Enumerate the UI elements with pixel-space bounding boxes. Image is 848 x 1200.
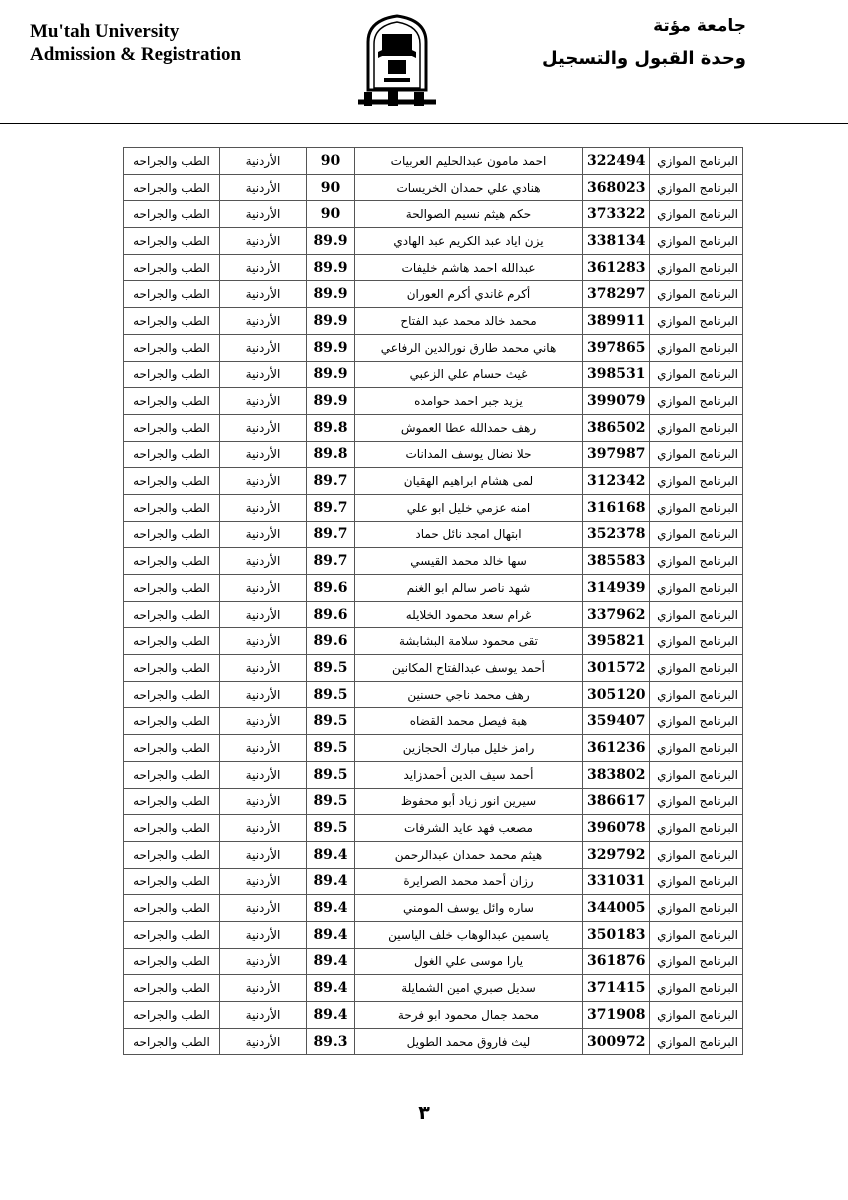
student-name-cell: أحمد يوسف عبدالفتاح المكانين bbox=[355, 655, 583, 682]
nationality-cell: الأردنية bbox=[220, 708, 307, 735]
average-cell: 89.7 bbox=[307, 548, 355, 575]
nationality-cell: الأردنية bbox=[220, 361, 307, 388]
table-row bbox=[124, 334, 743, 361]
table-row bbox=[124, 681, 743, 708]
nationality-cell: الأردنية bbox=[220, 761, 307, 788]
faculty-cell: الطب والجراحه bbox=[124, 334, 220, 361]
average-cell: 89.5 bbox=[307, 815, 355, 842]
student-id-cell: 397865 bbox=[583, 334, 650, 361]
table-row bbox=[124, 921, 743, 948]
faculty-cell: الطب والجراحه bbox=[124, 174, 220, 201]
student-name-cell: رزان أحمد محمد الصرايرة bbox=[355, 868, 583, 895]
faculty-cell: الطب والجراحه bbox=[124, 1028, 220, 1055]
nationality-cell: الأردنية bbox=[220, 948, 307, 975]
student-id-cell: 385583 bbox=[583, 548, 650, 575]
student-name-cell: مصعب فهد عايد الشرفات bbox=[355, 815, 583, 842]
average-cell: 89.6 bbox=[307, 628, 355, 655]
average-cell: 89.5 bbox=[307, 735, 355, 762]
table-row bbox=[124, 708, 743, 735]
nationality-cell: الأردنية bbox=[220, 681, 307, 708]
header-english bbox=[30, 20, 241, 66]
program-cell: البرنامج الموازي bbox=[650, 548, 743, 575]
program-cell: البرنامج الموازي bbox=[650, 281, 743, 308]
average-cell: 89.9 bbox=[307, 334, 355, 361]
average-cell: 89.8 bbox=[307, 441, 355, 468]
program-cell: البرنامج الموازي bbox=[650, 921, 743, 948]
student-name-cell: لمى هشام ابراهيم الهقيان bbox=[355, 468, 583, 495]
student-name-cell: يارا موسى علي الغول bbox=[355, 948, 583, 975]
table-row bbox=[124, 1002, 743, 1029]
table-row bbox=[124, 548, 743, 575]
faculty-cell: الطب والجراحه bbox=[124, 228, 220, 255]
program-cell: البرنامج الموازي bbox=[650, 388, 743, 415]
average-cell: 89.9 bbox=[307, 361, 355, 388]
student-name-cell: سديل صبري امين الشمايلة bbox=[355, 975, 583, 1002]
average-cell: 89.5 bbox=[307, 655, 355, 682]
nationality-cell: الأردنية bbox=[220, 841, 307, 868]
student-id-cell: 359407 bbox=[583, 708, 650, 735]
average-cell: 89.7 bbox=[307, 494, 355, 521]
student-id-cell: 352378 bbox=[583, 521, 650, 548]
program-cell: البرنامج الموازي bbox=[650, 841, 743, 868]
header-divider bbox=[0, 123, 848, 124]
nationality-cell: الأردنية bbox=[220, 414, 307, 441]
student-id-cell: 389911 bbox=[583, 308, 650, 335]
nationality-cell: الأردنية bbox=[220, 815, 307, 842]
table-row bbox=[124, 788, 743, 815]
student-id-cell: 329792 bbox=[583, 841, 650, 868]
student-id-cell: 316168 bbox=[583, 494, 650, 521]
program-cell: البرنامج الموازي bbox=[650, 601, 743, 628]
student-id-cell: 337962 bbox=[583, 601, 650, 628]
table-row bbox=[124, 361, 743, 388]
table-row bbox=[124, 414, 743, 441]
faculty-cell: الطب والجراحه bbox=[124, 735, 220, 762]
table-row bbox=[124, 174, 743, 201]
program-cell: البرنامج الموازي bbox=[650, 1002, 743, 1029]
student-id-cell: 305120 bbox=[583, 681, 650, 708]
student-name-cell: حكم هيثم نسيم الصوالحة bbox=[355, 201, 583, 228]
nationality-cell: الأردنية bbox=[220, 254, 307, 281]
table-row bbox=[124, 601, 743, 628]
faculty-cell: الطب والجراحه bbox=[124, 708, 220, 735]
table-row bbox=[124, 148, 743, 175]
nationality-cell: الأردنية bbox=[220, 921, 307, 948]
student-name-cell: محمد جمال محمود ابو فرحة bbox=[355, 1002, 583, 1029]
program-cell: البرنامج الموازي bbox=[650, 895, 743, 922]
table-row bbox=[124, 494, 743, 521]
student-id-cell: 361236 bbox=[583, 735, 650, 762]
table-row bbox=[124, 388, 743, 415]
table-row bbox=[124, 468, 743, 495]
faculty-cell: الطب والجراحه bbox=[124, 441, 220, 468]
average-cell: 89.5 bbox=[307, 708, 355, 735]
student-id-cell: 397987 bbox=[583, 441, 650, 468]
table-row bbox=[124, 1028, 743, 1055]
nationality-cell: الأردنية bbox=[220, 388, 307, 415]
faculty-cell: الطب والجراحه bbox=[124, 681, 220, 708]
university-logo-icon bbox=[354, 12, 440, 110]
program-cell: البرنامج الموازي bbox=[650, 1028, 743, 1055]
faculty-cell: الطب والجراحه bbox=[124, 388, 220, 415]
table-row bbox=[124, 441, 743, 468]
faculty-cell: الطب والجراحه bbox=[124, 601, 220, 628]
program-cell: البرنامج الموازي bbox=[650, 361, 743, 388]
faculty-cell: الطب والجراحه bbox=[124, 975, 220, 1002]
table-row bbox=[124, 868, 743, 895]
average-cell: 89.7 bbox=[307, 521, 355, 548]
average-cell: 89.8 bbox=[307, 414, 355, 441]
average-cell: 89.4 bbox=[307, 841, 355, 868]
nationality-cell: الأردنية bbox=[220, 895, 307, 922]
student-name-cell: يزن اياد عبد الكريم عبد الهادي bbox=[355, 228, 583, 255]
faculty-cell: الطب والجراحه bbox=[124, 948, 220, 975]
nationality-cell: الأردنية bbox=[220, 334, 307, 361]
program-cell: البرنامج الموازي bbox=[650, 441, 743, 468]
program-cell: البرنامج الموازي bbox=[650, 868, 743, 895]
program-cell: البرنامج الموازي bbox=[650, 681, 743, 708]
nationality-cell: الأردنية bbox=[220, 468, 307, 495]
student-name-cell: يزيد جبر احمد حوامده bbox=[355, 388, 583, 415]
nationality-cell: الأردنية bbox=[220, 228, 307, 255]
average-cell: 90 bbox=[307, 174, 355, 201]
table-row bbox=[124, 228, 743, 255]
average-cell: 89.5 bbox=[307, 761, 355, 788]
student-id-cell: 301572 bbox=[583, 655, 650, 682]
table-row bbox=[124, 948, 743, 975]
program-cell: البرنامج الموازي bbox=[650, 254, 743, 281]
program-cell: البرنامج الموازي bbox=[650, 655, 743, 682]
faculty-cell: الطب والجراحه bbox=[124, 895, 220, 922]
average-cell: 89.6 bbox=[307, 601, 355, 628]
average-cell: 89.9 bbox=[307, 388, 355, 415]
student-name-cell: رهف محمد ناجي حسنين bbox=[355, 681, 583, 708]
student-name-cell: رامز خليل مبارك الحجازين bbox=[355, 735, 583, 762]
program-cell: البرنامج الموازي bbox=[650, 815, 743, 842]
average-cell: 89.9 bbox=[307, 308, 355, 335]
student-id-cell: 322494 bbox=[583, 148, 650, 175]
student-name-cell: هنادي علي حمدان الخريسات bbox=[355, 174, 583, 201]
table-row bbox=[124, 521, 743, 548]
student-id-cell: 383802 bbox=[583, 761, 650, 788]
program-cell: البرنامج الموازي bbox=[650, 334, 743, 361]
student-id-cell: 331031 bbox=[583, 868, 650, 895]
university-name-en: Mu'tah University bbox=[30, 21, 180, 42]
faculty-cell: الطب والجراحه bbox=[124, 521, 220, 548]
student-name-cell: امنه عزمي خليل ابو علي bbox=[355, 494, 583, 521]
student-id-cell: 314939 bbox=[583, 575, 650, 602]
average-cell: 89.6 bbox=[307, 575, 355, 602]
table-row bbox=[124, 975, 743, 1002]
program-cell: البرنامج الموازي bbox=[650, 575, 743, 602]
student-name-cell: محمد خالد محمد عبد الفتاح bbox=[355, 308, 583, 335]
student-id-cell: 338134 bbox=[583, 228, 650, 255]
student-id-cell: 396078 bbox=[583, 815, 650, 842]
faculty-cell: الطب والجراحه bbox=[124, 414, 220, 441]
average-cell: 89.3 bbox=[307, 1028, 355, 1055]
table-row bbox=[124, 815, 743, 842]
average-cell: 89.5 bbox=[307, 788, 355, 815]
program-cell: البرنامج الموازي bbox=[650, 788, 743, 815]
admission-results-table bbox=[123, 147, 743, 1055]
nationality-cell: الأردنية bbox=[220, 628, 307, 655]
faculty-cell: الطب والجراحه bbox=[124, 788, 220, 815]
faculty-cell: الطب والجراحه bbox=[124, 148, 220, 175]
student-id-cell: 378297 bbox=[583, 281, 650, 308]
faculty-cell: الطب والجراحه bbox=[124, 575, 220, 602]
program-cell: البرنامج الموازي bbox=[650, 735, 743, 762]
student-name-cell: حلا نضال يوسف المدانات bbox=[355, 441, 583, 468]
header-arabic bbox=[542, 16, 746, 69]
student-id-cell: 361283 bbox=[583, 254, 650, 281]
program-cell: البرنامج الموازي bbox=[650, 201, 743, 228]
nationality-cell: الأردنية bbox=[220, 494, 307, 521]
nationality-cell: الأردنية bbox=[220, 575, 307, 602]
program-cell: البرنامج الموازي bbox=[650, 628, 743, 655]
student-id-cell: 361876 bbox=[583, 948, 650, 975]
nationality-cell: الأردنية bbox=[220, 201, 307, 228]
student-name-cell: هبة فيصل محمد القضاه bbox=[355, 708, 583, 735]
student-name-cell: شهد ناصر سالم ابو الغنم bbox=[355, 575, 583, 602]
program-cell: البرنامج الموازي bbox=[650, 521, 743, 548]
nationality-cell: الأردنية bbox=[220, 1002, 307, 1029]
faculty-cell: الطب والجراحه bbox=[124, 548, 220, 575]
student-name-cell: رهف حمدالله عطا العموش bbox=[355, 414, 583, 441]
nationality-cell: الأردنية bbox=[220, 174, 307, 201]
faculty-cell: الطب والجراحه bbox=[124, 361, 220, 388]
table-row bbox=[124, 575, 743, 602]
average-cell: 89.4 bbox=[307, 1002, 355, 1029]
average-cell: 90 bbox=[307, 201, 355, 228]
average-cell: 89.4 bbox=[307, 975, 355, 1002]
average-cell: 89.9 bbox=[307, 254, 355, 281]
faculty-cell: الطب والجراحه bbox=[124, 201, 220, 228]
faculty-cell: الطب والجراحه bbox=[124, 281, 220, 308]
average-cell: 89.4 bbox=[307, 921, 355, 948]
table-row bbox=[124, 735, 743, 762]
student-id-cell: 350183 bbox=[583, 921, 650, 948]
table-body bbox=[124, 148, 743, 1055]
student-name-cell: غرام سعد محمود الخلايله bbox=[355, 601, 583, 628]
student-name-cell: أحمد سيف الدين أحمدزايد bbox=[355, 761, 583, 788]
faculty-cell: الطب والجراحه bbox=[124, 815, 220, 842]
program-cell: البرنامج الموازي bbox=[650, 468, 743, 495]
student-id-cell: 395821 bbox=[583, 628, 650, 655]
average-cell: 89.9 bbox=[307, 228, 355, 255]
nationality-cell: الأردنية bbox=[220, 975, 307, 1002]
student-name-cell: سها خالد محمد القيسي bbox=[355, 548, 583, 575]
nationality-cell: الأردنية bbox=[220, 788, 307, 815]
student-name-cell: تقى محمود سلامة البشابشة bbox=[355, 628, 583, 655]
nationality-cell: الأردنية bbox=[220, 281, 307, 308]
average-cell: 89.9 bbox=[307, 281, 355, 308]
table-row bbox=[124, 761, 743, 788]
program-cell: البرنامج الموازي bbox=[650, 174, 743, 201]
page-number: ٣ bbox=[418, 1102, 430, 1124]
table-row bbox=[124, 281, 743, 308]
nationality-cell: الأردنية bbox=[220, 308, 307, 335]
student-id-cell: 399079 bbox=[583, 388, 650, 415]
faculty-cell: الطب والجراحه bbox=[124, 841, 220, 868]
nationality-cell: الأردنية bbox=[220, 1028, 307, 1055]
student-id-cell: 398531 bbox=[583, 361, 650, 388]
student-name-cell: هاني محمد طارق نورالدين الرفاعي bbox=[355, 334, 583, 361]
average-cell: 89.5 bbox=[307, 681, 355, 708]
student-name-cell: ابتهال امجد نائل حماد bbox=[355, 521, 583, 548]
table-row bbox=[124, 628, 743, 655]
table-row bbox=[124, 655, 743, 682]
faculty-cell: الطب والجراحه bbox=[124, 868, 220, 895]
program-cell: البرنامج الموازي bbox=[650, 148, 743, 175]
table-row bbox=[124, 201, 743, 228]
student-id-cell: 368023 bbox=[583, 174, 650, 201]
student-name-cell: عبدالله احمد هاشم خليفات bbox=[355, 254, 583, 281]
average-cell: 90 bbox=[307, 148, 355, 175]
faculty-cell: الطب والجراحه bbox=[124, 655, 220, 682]
student-name-cell: أكرم غاندي أكرم العوران bbox=[355, 281, 583, 308]
program-cell: البرنامج الموازي bbox=[650, 975, 743, 1002]
program-cell: البرنامج الموازي bbox=[650, 708, 743, 735]
student-id-cell: 386617 bbox=[583, 788, 650, 815]
nationality-cell: الأردنية bbox=[220, 441, 307, 468]
program-cell: البرنامج الموازي bbox=[650, 228, 743, 255]
student-id-cell: 371415 bbox=[583, 975, 650, 1002]
faculty-cell: الطب والجراحه bbox=[124, 1002, 220, 1029]
nationality-cell: الأردنية bbox=[220, 868, 307, 895]
faculty-cell: الطب والجراحه bbox=[124, 761, 220, 788]
faculty-cell: الطب والجراحه bbox=[124, 628, 220, 655]
table-row bbox=[124, 254, 743, 281]
average-cell: 89.7 bbox=[307, 468, 355, 495]
student-name-cell: ساره وائل يوسف المومني bbox=[355, 895, 583, 922]
faculty-cell: الطب والجراحه bbox=[124, 254, 220, 281]
nationality-cell: الأردنية bbox=[220, 735, 307, 762]
program-cell: البرنامج الموازي bbox=[650, 308, 743, 335]
nationality-cell: الأردنية bbox=[220, 548, 307, 575]
average-cell: 89.4 bbox=[307, 895, 355, 922]
program-cell: البرنامج الموازي bbox=[650, 414, 743, 441]
student-id-cell: 371908 bbox=[583, 1002, 650, 1029]
average-cell: 89.4 bbox=[307, 868, 355, 895]
student-name-cell: احمد مامون عبدالحليم العربيات bbox=[355, 148, 583, 175]
department-name-en: Admission & Registration bbox=[30, 44, 242, 65]
faculty-cell: الطب والجراحه bbox=[124, 921, 220, 948]
student-name-cell: سيرين انور زياد أبو محفوظ bbox=[355, 788, 583, 815]
program-cell: البرنامج الموازي bbox=[650, 761, 743, 788]
faculty-cell: الطب والجراحه bbox=[124, 468, 220, 495]
student-name-cell: ياسمين عبدالوهاب خلف الياسين bbox=[355, 921, 583, 948]
student-name-cell: غيث حسام علي الزعبي bbox=[355, 361, 583, 388]
department-name-ar: وحدة القبول والتسجيل bbox=[541, 48, 746, 69]
student-id-cell: 386502 bbox=[583, 414, 650, 441]
table-row bbox=[124, 308, 743, 335]
program-cell: البرنامج الموازي bbox=[650, 494, 743, 521]
nationality-cell: الأردنية bbox=[220, 601, 307, 628]
average-cell: 89.4 bbox=[307, 948, 355, 975]
nationality-cell: الأردنية bbox=[220, 655, 307, 682]
student-id-cell: 300972 bbox=[583, 1028, 650, 1055]
program-cell: البرنامج الموازي bbox=[650, 948, 743, 975]
student-id-cell: 344005 bbox=[583, 895, 650, 922]
student-id-cell: 373322 bbox=[583, 201, 650, 228]
student-name-cell: ليث فاروق محمد الطويل bbox=[355, 1028, 583, 1055]
nationality-cell: الأردنية bbox=[220, 148, 307, 175]
table-row bbox=[124, 895, 743, 922]
student-id-cell: 312342 bbox=[583, 468, 650, 495]
faculty-cell: الطب والجراحه bbox=[124, 494, 220, 521]
nationality-cell: الأردنية bbox=[220, 521, 307, 548]
student-name-cell: هيثم محمد حمدان عبدالرحمن bbox=[355, 841, 583, 868]
university-name-ar: جامعة مؤتة bbox=[653, 16, 746, 36]
faculty-cell: الطب والجراحه bbox=[124, 308, 220, 335]
table-row bbox=[124, 841, 743, 868]
